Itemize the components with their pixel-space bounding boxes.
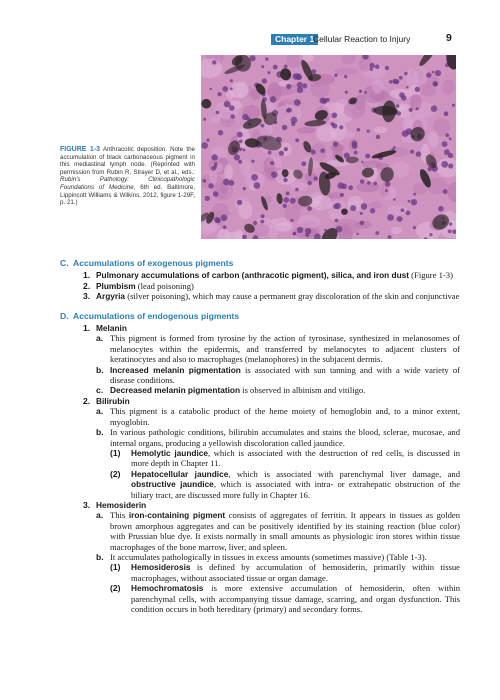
list-item: (1) Hemosiderosis is defined by accumulation of hemosiderin, primarily within tissue macrophages, without associated tissue or organ damage.	[110, 562, 460, 583]
running-header	[0, 31, 500, 47]
list-item: 2. Bilirubin	[83, 395, 130, 406]
figure-micrograph	[201, 55, 456, 239]
list-item: (2) Hemochromatosis is more extensive accumulation of hemosiderin, often within parenchymal cells, with accompanying tissue damage, scarring, and organ dysfunction. This condition occurs in both hereditary (primary) and secondary forms.	[110, 583, 460, 614]
list-item: a. This pigment is formed from tyrosine by the action of tyrosinase, synthesized in melanosomes of melanocytes within the epidermis, and transferred by melanocytes to adjacent clusters of keratinocytes and also to macrophages (melanophores) in the subjacent dermis.	[96, 333, 460, 365]
list-item: b. In various pathologic conditions, bilirubin accumulates and stains the blood, sclerae, mucosae, and internal organs, producing a yellowish discoloration called jaundice.	[96, 427, 460, 448]
figure-label: FIGURE 1-3	[60, 146, 100, 153]
chapter-title: Cellular Reaction to Injury	[313, 34, 411, 44]
chapter-tag: Chapter 1	[271, 34, 318, 45]
section-c-heading: C. Accumulations of exogenous pigments	[60, 258, 234, 268]
list-item: a. This pigment is a catabolic product of the heme moiety of hemoglobin and, to a minor extent, myoglobin.	[96, 406, 460, 427]
list-item: a. This iron-containing pigment consists of aggregates of ferritin. It appears in tissues as golden brown amorphous aggregates and can be positively identified by its staining reaction (blue color) with Prussian blue dye. It exists normally in small amounts as physiologic iron stores within tissue macrophages of the bone marrow, liver, and spleen.	[96, 510, 461, 552]
list-item: 1. Pulmonary accumulations of carbon (anthracotic pigment), silica, and iron dust (Figure 1-3)	[83, 270, 453, 281]
list-item: 2. Plumbism (lead poisoning)	[83, 280, 194, 291]
page-body	[60, 258, 460, 614]
list-item: c. Decreased melanin pigmentation is observed in albinism and vitiligo.	[96, 385, 366, 396]
page-number: 9	[446, 32, 452, 44]
list-item: 1. Melanin	[83, 323, 127, 334]
section-d-heading: D. Accumulations of endogenous pigments	[60, 310, 240, 321]
list-item: (1) Hemolytic jaundice, which is associated with the destruction of red cells, is discussed in more depth in Chapter 11.	[110, 447, 460, 469]
list-item: 3. Argyria (silver poisoning), which may cause a permanent gray discoloration of the skin and conjunctivae	[83, 291, 460, 302]
list-item: (2) Hepatocellular jaundice, which is associated with parenchymal liver damage, and obstructive jaundice, which is associated with intra- or extrahepatic obstruction of the biliary tract, are discussed more fully in Chapter 16.	[110, 468, 461, 500]
figure-caption: FIGURE 1-3 Anthracotic deposition. Note the accumulation of black carbonaceous pigment in this mediastinal lymph node. (Reprinted with permission from Rubin R, Strayer D, et al., eds.: Rubin's Pathology: Clinicopathologic Foundations of Medicine, 6th ed. Baltimore, Lippincott Williams & Wilkins, 2012, figure 1-29F, p. 21.)	[60, 146, 196, 207]
list-item: b. Increased melanin pigmentation is associated with sun tanning and with a wide variety of disease conditions.	[96, 364, 460, 386]
list-item: b. It accumulates pathologically in tissues in excess amounts (sometimes massive) (Table 1-3).	[96, 551, 427, 562]
list-item: 3. Hemosiderin	[83, 499, 147, 510]
